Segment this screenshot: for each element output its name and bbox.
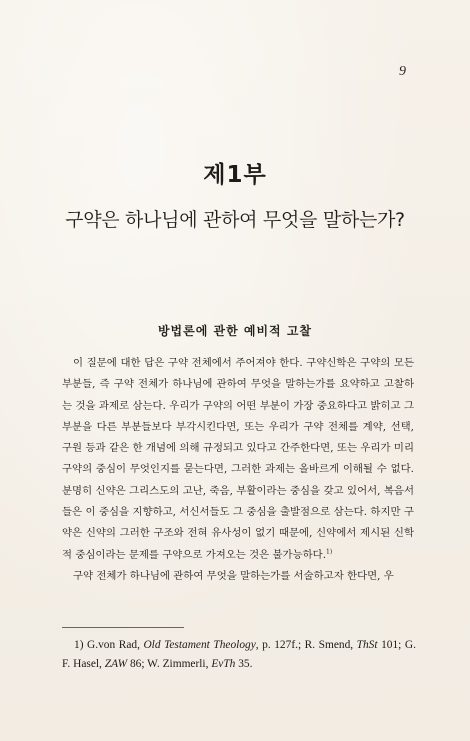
footnote-work-title: ThSt — [356, 639, 378, 651]
footnote-text: , p. 127f.; R. Smend, — [255, 639, 354, 651]
part-title: 제1부 — [203, 162, 267, 188]
footnote-author: G.von Rad, — [87, 639, 140, 651]
footnote-divider — [62, 627, 184, 628]
footnote — [62, 636, 416, 674]
footnote-work-title: Old Testament Theology — [143, 639, 256, 651]
chapter-title: 구약은 하나님에 관하여 무엇을 말하는가? — [65, 209, 405, 231]
paragraph: 구약 전체가 하나님에 관하여 무엇을 말하는가를 서술하고자 한다면, 우 — [73, 569, 394, 582]
footnote-work-title: ZAW — [104, 658, 128, 670]
footnote-number: 1) — [74, 639, 84, 651]
footnote-text: 101; G. F. Hasel, — [62, 639, 416, 670]
footnote-reference[interactable]: 1) — [326, 548, 333, 556]
footnote-text: 35. — [238, 658, 253, 670]
paragraph — [62, 353, 414, 566]
footnote-work-title: EvTh — [211, 658, 236, 670]
section-heading: 방법론에 관한 예비적 고찰 — [157, 324, 313, 338]
page-number: 9 — [399, 64, 406, 79]
footnote-text: 86; W. Zimmerli, — [129, 658, 209, 670]
paragraph-text: 이 질문에 대한 답은 구약 전체에서 주어져야 한다. 구약신학은 구약의 모든 부분들, 즉 구약 전체가 하나님에 관하여 무엇을 말하는가를 요약하고 고찰하는 것을 과제로 삼는다. 우리가 구약의 어떤 부분이 가장 중요하다고 밝히고 그 부분을 다른 부분들보다 부각시킨다면, 또는 우리가 구약 전체를 계약, 선택, 구원 등과 같은 한 개념에 의해 규정되고 있다고 간주한다면, 또는 우리가 미리 구약의 중심이 무엇인지를 묻는다면, 그러한 과제는 올바르게 이해될 수 없다. 분명히 신약은 그리스도의 고난, 죽음, 부활이라는 중심을 갖고 있어서, 복음서들은 이 중심을 지향하고, 서신서들도 그 중심을 출발점으로 삼는다. 하지만 구약은 신약의 그러한 구조와 전혀 유사성이 없기 때문에, 신약에서 제시된 신학적 중심이라는 문제를 구약으로 가져오는 것은 불가능하다. — [62, 357, 414, 561]
body-text — [62, 353, 414, 587]
